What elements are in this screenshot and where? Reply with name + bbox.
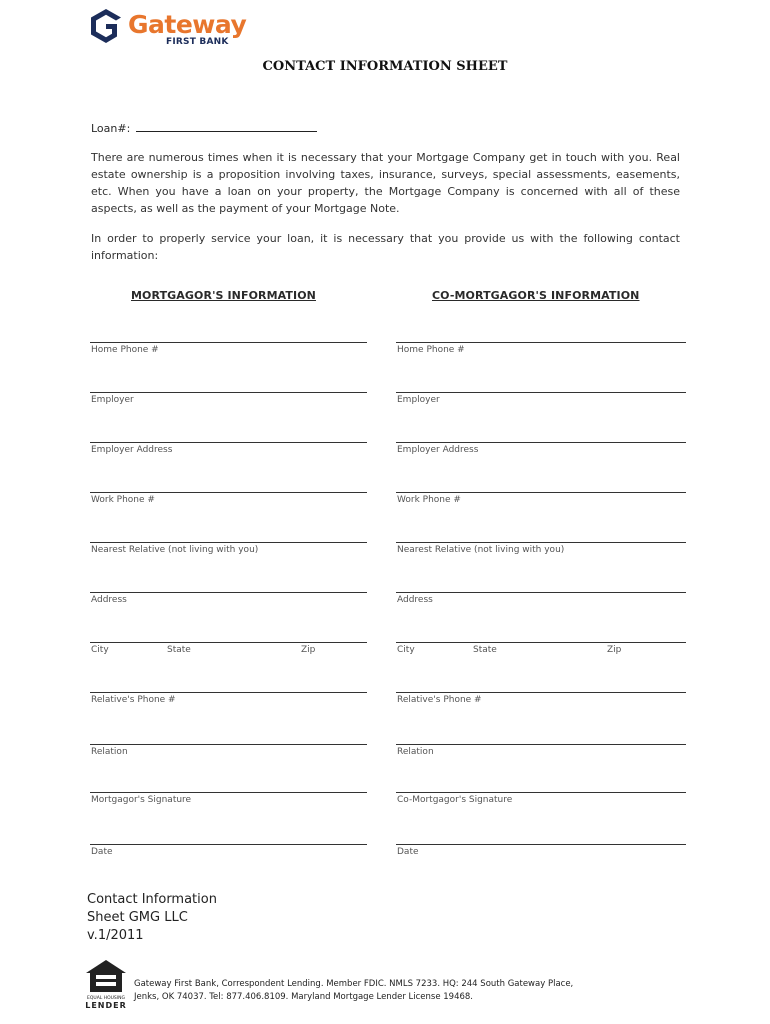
- legal-disclosure: [134, 978, 573, 1004]
- equal-housing-caption: [84, 995, 128, 1009]
- field-label: Relative's Phone #: [397, 695, 482, 705]
- field-label: Nearest Relative (not living with you): [397, 545, 565, 555]
- comortgagor-signature-field[interactable]: [396, 792, 686, 805]
- intro-paragraph: There are numerous times when it is necessary that your Mortgage Company get in touch with you. Real estate ownership is a proposition involving taxes, insurance, surveys, special assessments, easements, etc. When you have a loan on your property, the Mortgage Company is concerned with all of these aspects, as well as the payment of your Mortgage Note.: [91, 151, 680, 215]
- eho-caption-line: EQUAL HOUSING: [87, 996, 125, 1001]
- mortgagor-employer-field[interactable]: [90, 392, 367, 405]
- comortgagor-work-phone-field[interactable]: [396, 492, 686, 505]
- field-label: Date: [91, 847, 113, 857]
- city-label: City: [91, 645, 109, 655]
- mortgagor-signature-field[interactable]: [90, 792, 367, 805]
- loan-label: Loan#:: [91, 122, 131, 135]
- comortgagor-heading: CO-MORTGAGOR'S INFORMATION: [432, 289, 640, 302]
- mortgagor-relatives-phone-field[interactable]: [90, 692, 367, 705]
- field-label: Mortgagor's Signature: [91, 795, 192, 805]
- mortgagor-date-field[interactable]: [90, 844, 367, 857]
- field-label: Date: [397, 847, 419, 857]
- document-title: CONTACT INFORMATION SHEET: [262, 59, 508, 74]
- field-label: Relation: [397, 747, 434, 757]
- gateway-mark-icon: [88, 8, 124, 44]
- mortgagor-nearest-relative-field[interactable]: [90, 542, 367, 555]
- field-label: Home Phone #: [91, 345, 159, 355]
- field-label: Work Phone #: [91, 495, 155, 505]
- comortgagor-nearest-relative-field[interactable]: [396, 542, 686, 555]
- mortgagor-address-field[interactable]: [90, 592, 367, 605]
- state-label: State: [167, 645, 191, 655]
- field-label: Relative's Phone #: [91, 695, 176, 705]
- brand-name: Gateway: [128, 10, 247, 39]
- field-label: Nearest Relative (not living with you): [91, 545, 259, 555]
- comortgagor-home-phone-field[interactable]: [396, 342, 686, 355]
- comortgagor-employer-field[interactable]: [396, 392, 686, 405]
- brand-subtitle: FIRST BANK: [166, 37, 229, 47]
- comortgagor-date-field[interactable]: [396, 844, 686, 857]
- field-label: Co-Mortgagor's Signature: [397, 795, 513, 805]
- zip-label: Zip: [301, 645, 316, 655]
- instruction-paragraph: In order to properly service your loan, it is necessary that you provide us with the following contact information:: [91, 232, 680, 262]
- comortgagor-city-state-zip-field[interactable]: [396, 642, 686, 655]
- mortgagor-work-phone-field[interactable]: [90, 492, 367, 505]
- state-label: State: [473, 645, 497, 655]
- loan-number-line[interactable]: [136, 131, 317, 132]
- comortgagor-address-field[interactable]: [396, 592, 686, 605]
- eho-caption-line: LENDER: [85, 1001, 127, 1010]
- mortgagor-city-state-zip-field[interactable]: [90, 642, 367, 655]
- field-label: Home Phone #: [397, 345, 465, 355]
- form-identifier: [87, 891, 217, 945]
- house-icon: [84, 958, 128, 994]
- mortgagor-home-phone-field[interactable]: [90, 342, 367, 355]
- legal-line: Gateway First Bank, Correspondent Lending. Member FDIC. NMLS 7233. HQ: 244 South Gateway Place,: [134, 979, 574, 989]
- field-label: Employer Address: [91, 445, 173, 455]
- comortgagor-relation-field[interactable]: [396, 744, 686, 757]
- mortgagor-heading: MORTGAGOR'S INFORMATION: [131, 289, 316, 302]
- zip-label: Zip: [607, 645, 622, 655]
- comortgagor-relatives-phone-field[interactable]: [396, 692, 686, 705]
- mortgagor-relation-field[interactable]: [90, 744, 367, 757]
- field-label: Employer: [397, 395, 440, 405]
- mortgagor-employer-address-field[interactable]: [90, 442, 367, 455]
- field-label: Work Phone #: [397, 495, 461, 505]
- field-label: Address: [91, 595, 127, 605]
- field-label: Address: [397, 595, 433, 605]
- comortgagor-employer-address-field[interactable]: [396, 442, 686, 455]
- field-label: Employer: [91, 395, 134, 405]
- form-id-line: Sheet GMG LLC: [87, 910, 188, 925]
- field-label: Employer Address: [397, 445, 479, 455]
- field-label: Relation: [91, 747, 128, 757]
- gateway-logo: [88, 8, 248, 48]
- form-version: v.1/2011: [87, 928, 144, 943]
- form-id-line: Contact Information: [87, 892, 217, 907]
- legal-line: Jenks, OK 74037. Tel: 877.406.8109. Maryland Mortgage Lender License 19468.: [134, 992, 474, 1002]
- city-label: City: [397, 645, 415, 655]
